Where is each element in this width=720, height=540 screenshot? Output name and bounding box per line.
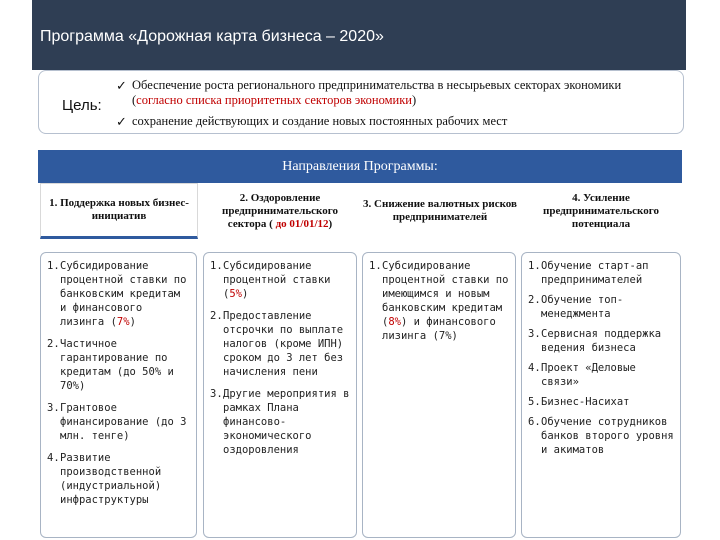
check-icon: ✓ [116,114,127,129]
list-item [210,259,350,301]
direction-3 [362,183,518,239]
item-num: 1. [47,260,60,272]
direction-2-red: до 01/01/12 [272,217,329,230]
item-text: Частичное гарантирование по кредитам (до 50% и 70%) [60,338,174,392]
direction-4-text: 4. Усиление предпринимательского потенциала [543,191,659,230]
item-text: Обучение топ-менеджмента [541,294,624,320]
column-1 [40,252,197,538]
item-num: 2. [210,310,223,322]
list-item [210,387,350,457]
item-text: Субсидирование процентной ставки по банковским кредитам и финансового лизинга ( [60,260,187,328]
direction-2 [202,183,358,239]
item-num: 2. [47,338,60,350]
check-icon: ✓ [116,78,127,93]
item-red: 7% [116,316,130,328]
column-4 [521,252,681,538]
goal-item-red: согласно списка приоритетных секторов экономики [136,93,412,107]
column-3 [362,252,516,538]
direction-2-tail: ) [328,217,333,230]
item-text: Развитие производственной (индустриальной) инфраструктуры [60,452,162,506]
list-item [369,259,509,343]
item-tail: ) и финансового лизинга (7%) [382,316,496,342]
list-item [47,259,190,329]
item-num: 3. [528,328,541,340]
list-item [47,451,190,507]
directions-header: Направления Программы: [38,150,682,183]
list-item [47,337,190,393]
direction-1 [40,183,198,239]
list-item [528,327,674,355]
direction-2-content [202,192,358,231]
list-item [528,293,674,321]
goal-item-tail: ) [412,93,417,107]
item-num: 1. [369,260,382,272]
direction-3-text: 3. Снижение валютных рисков предпринимателей [363,198,517,223]
item-tail: ) [129,316,136,328]
item-num: 1. [210,260,223,272]
item-num: 4. [528,362,541,374]
item-text: Предоставление отсрочки по выплате налогов (кроме ИПН) сроком до 3 лет без начисления пени [223,310,344,378]
item-text: Грантовое финансирование (до 3 млн. тенге) [60,402,187,442]
item-text: Субсидирование процентной ставки по имеющимся и новым банковским кредитам ( [382,260,509,328]
item-red: 8% [388,316,401,328]
list-item [210,309,350,379]
item-num: 3. [47,402,60,414]
list-item [528,415,674,457]
direction-4 [522,183,680,239]
item-red: 5% [229,288,242,300]
item-num: 3. [210,388,223,400]
direction-2-text: 2. Оздоровление предпринимательского сектора ( [222,191,338,230]
goal-item-text: сохранение действующих и создание новых постоянных рабочих мест [132,114,508,128]
item-text: Обучение сотрудников банков второго уровня и акиматов [541,416,674,456]
direction-1-text: 1. Поддержка новых бизнес-инициатив [49,197,189,222]
goal-item-1 [116,78,672,108]
list-item [528,259,674,287]
page-title: Программа «Дорожная карта бизнеса – 2020» [40,28,384,45]
item-text: Субсидирование процентной ставки ( [223,260,331,300]
item-num: 4. [47,452,60,464]
goal-item-text: Обеспечение роста регионального предпринимательства в несырьевых секторах экономики ( [132,78,622,107]
item-text: Обучение старт-ап предпринимателей [541,260,649,286]
list-item [528,395,674,409]
item-num: 2. [528,294,541,306]
column-2 [203,252,357,538]
item-text: Бизнес-Насихат [541,396,630,408]
item-text: Проект «Деловые связи» [541,362,636,388]
item-text: Другие мероприятия в рамках Плана финансово-экономического оздоровления [223,388,350,456]
item-text: Сервисная поддержка ведения бизнеса [541,328,662,354]
item-num: 5. [528,396,541,408]
list-item [47,401,190,443]
item-num: 6. [528,416,541,428]
item-tail: ) [241,288,249,300]
goal-label: Цель: [62,97,102,114]
goal-item-2 [116,114,672,129]
item-num: 1. [528,260,541,272]
list-item [528,361,674,389]
